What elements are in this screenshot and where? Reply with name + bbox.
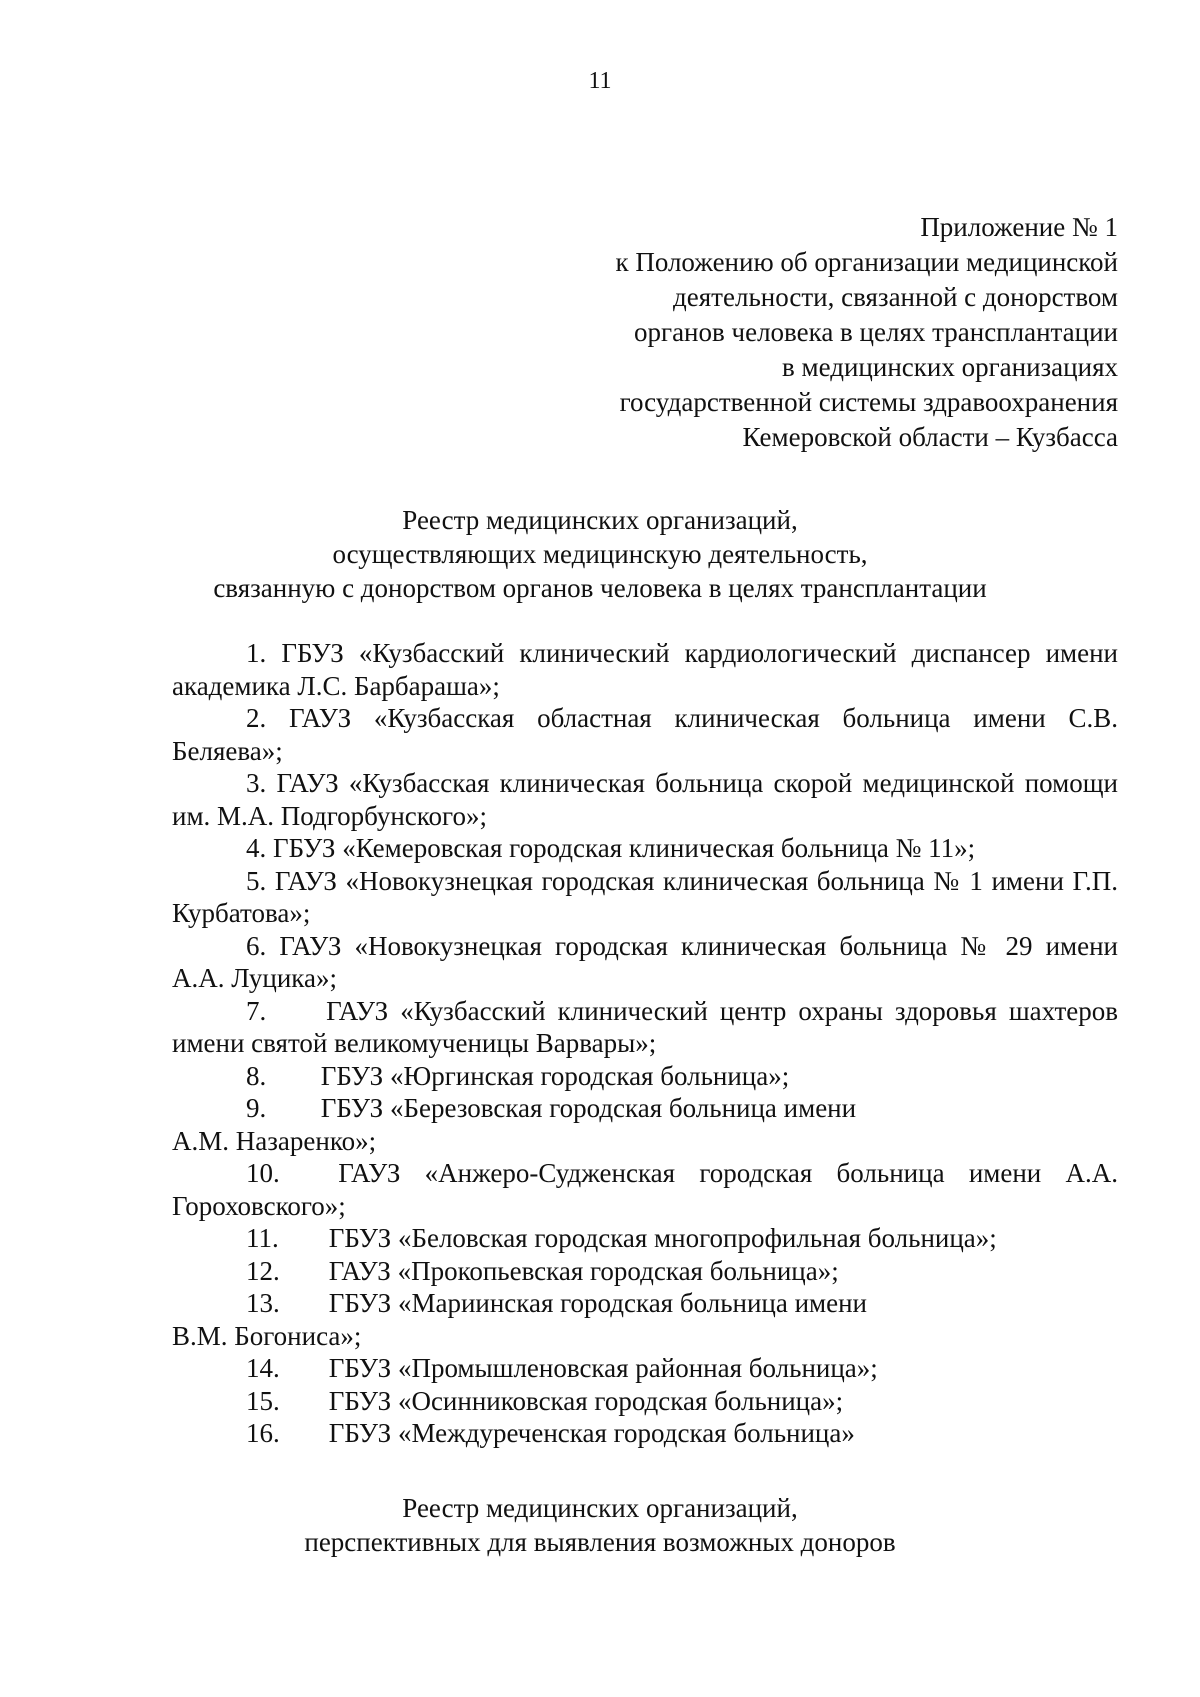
appendix-line: в медицинских организациях xyxy=(782,352,1118,382)
item-number: 4. xyxy=(246,833,267,863)
list-item xyxy=(172,1222,1118,1255)
item-number: 8. xyxy=(246,1060,267,1091)
list-item xyxy=(172,930,1118,995)
appendix-line: Приложение № 1 xyxy=(920,212,1118,242)
title-line: перспективных для выявления возможных доноров xyxy=(304,1527,896,1557)
list-item xyxy=(172,1157,1118,1222)
title-line: Реестр медицинских организаций, xyxy=(402,505,798,535)
list-item xyxy=(172,637,1118,702)
item-number: 11. xyxy=(246,1223,279,1253)
item-text: ГБУЗ «Промышленовская районная больница»; xyxy=(328,1353,878,1383)
item-number: 15. xyxy=(246,1385,280,1416)
registry-title-donors xyxy=(0,1491,1200,1559)
item-number: 3. xyxy=(246,768,267,798)
appendix-line: государственной системы здравоохранения xyxy=(619,387,1118,417)
registry-title-transplant xyxy=(0,503,1200,605)
item-number: 5. xyxy=(246,865,267,896)
title-line: связанную с донорством органов человека в целях трансплантации xyxy=(213,573,987,603)
item-text: ГБУЗ «Кемеровская городская клиническая больница № 11»; xyxy=(273,833,976,863)
item-number: 1. xyxy=(246,638,267,668)
item-text: ГАУЗ «Новокузнецкая городская клиническая больница № 1 имени Г.П. Курбатова»; xyxy=(172,865,1119,928)
item-number: 12. xyxy=(246,1255,280,1286)
item-text: ГБУЗ «Междуреченская городская больница» xyxy=(328,1418,855,1448)
item-text: ГАУЗ «Новокузнецкая городская клиническая больница № 29 имени А.А. Луцика»; xyxy=(172,930,1118,993)
list-item xyxy=(172,767,1118,832)
list-item xyxy=(172,702,1118,767)
item-text: ГАУЗ «Кузбасский клинический центр охраны здоровья шахтеров имени святой великомученицы Варвары»; xyxy=(172,995,1118,1058)
item-text: ГБУЗ «Осинниковская городская больница»; xyxy=(328,1385,844,1416)
item-text: ГАУЗ «Анжеро-Судженская городская больница имени А.А. Гороховского»; xyxy=(172,1158,1118,1221)
list-item xyxy=(172,1385,1118,1418)
appendix-line: органов человека в целях трансплантации xyxy=(634,317,1118,347)
list-item xyxy=(172,865,1118,930)
item-text: ГАУЗ «Прокопьевская городская больница»; xyxy=(328,1255,839,1286)
item-number: 14. xyxy=(246,1353,280,1383)
item-text: ГБУЗ «Юргинская городская больница»; xyxy=(320,1060,790,1091)
item-number: 2. xyxy=(246,703,267,733)
item-text: ГБУЗ «Березовская городская больница имени xyxy=(320,1093,857,1123)
list-item-continuation xyxy=(172,1320,1118,1353)
list-item xyxy=(172,995,1118,1060)
item-text: В.М. Богониса»; xyxy=(172,1320,362,1351)
list-item xyxy=(172,1287,1118,1320)
list-item xyxy=(172,1092,1118,1125)
item-text: А.М. Назаренко»; xyxy=(172,1125,377,1156)
list-item xyxy=(172,832,1118,865)
title-line: осуществляющих медицинскую деятельность, xyxy=(332,539,868,569)
item-text: ГБУЗ «Мариинская городская больница имени xyxy=(328,1288,868,1318)
list-item xyxy=(172,1060,1118,1093)
page-number: 11 xyxy=(588,68,612,94)
appendix-heading xyxy=(615,210,1118,455)
registry-list xyxy=(172,637,1118,1450)
list-item xyxy=(172,1417,1118,1450)
item-text: ГАУЗ «Кузбасская областная клиническая больница имени С.В. Беляева»; xyxy=(172,703,1118,766)
item-text: ГАУЗ «Кузбасская клиническая больница скорой медицинской помощи им. М.А. Подгорбунского»; xyxy=(172,768,1118,831)
item-number: 13. xyxy=(246,1288,280,1318)
list-item xyxy=(172,1255,1118,1288)
item-number: 9. xyxy=(246,1093,267,1123)
item-number: 7. xyxy=(246,995,267,1026)
item-number: 6. xyxy=(246,930,267,961)
appendix-line: к Положению об организации медицинской xyxy=(615,247,1118,277)
list-item xyxy=(172,1352,1118,1385)
item-text: ГБУЗ «Беловская городская многопрофильная больница»; xyxy=(328,1223,997,1253)
item-number: 10. xyxy=(246,1158,280,1188)
list-item-continuation xyxy=(172,1125,1118,1158)
appendix-line: деятельности, связанной с донорством xyxy=(673,282,1118,312)
appendix-line: Кемеровской области – Кузбасса xyxy=(742,422,1118,452)
item-number: 16. xyxy=(246,1418,280,1448)
item-text: ГБУЗ «Кузбасский клинический кардиологический диспансер имени академика Л.С. Барбараша»; xyxy=(172,638,1118,701)
title-line: Реестр медицинских организаций, xyxy=(402,1493,798,1523)
